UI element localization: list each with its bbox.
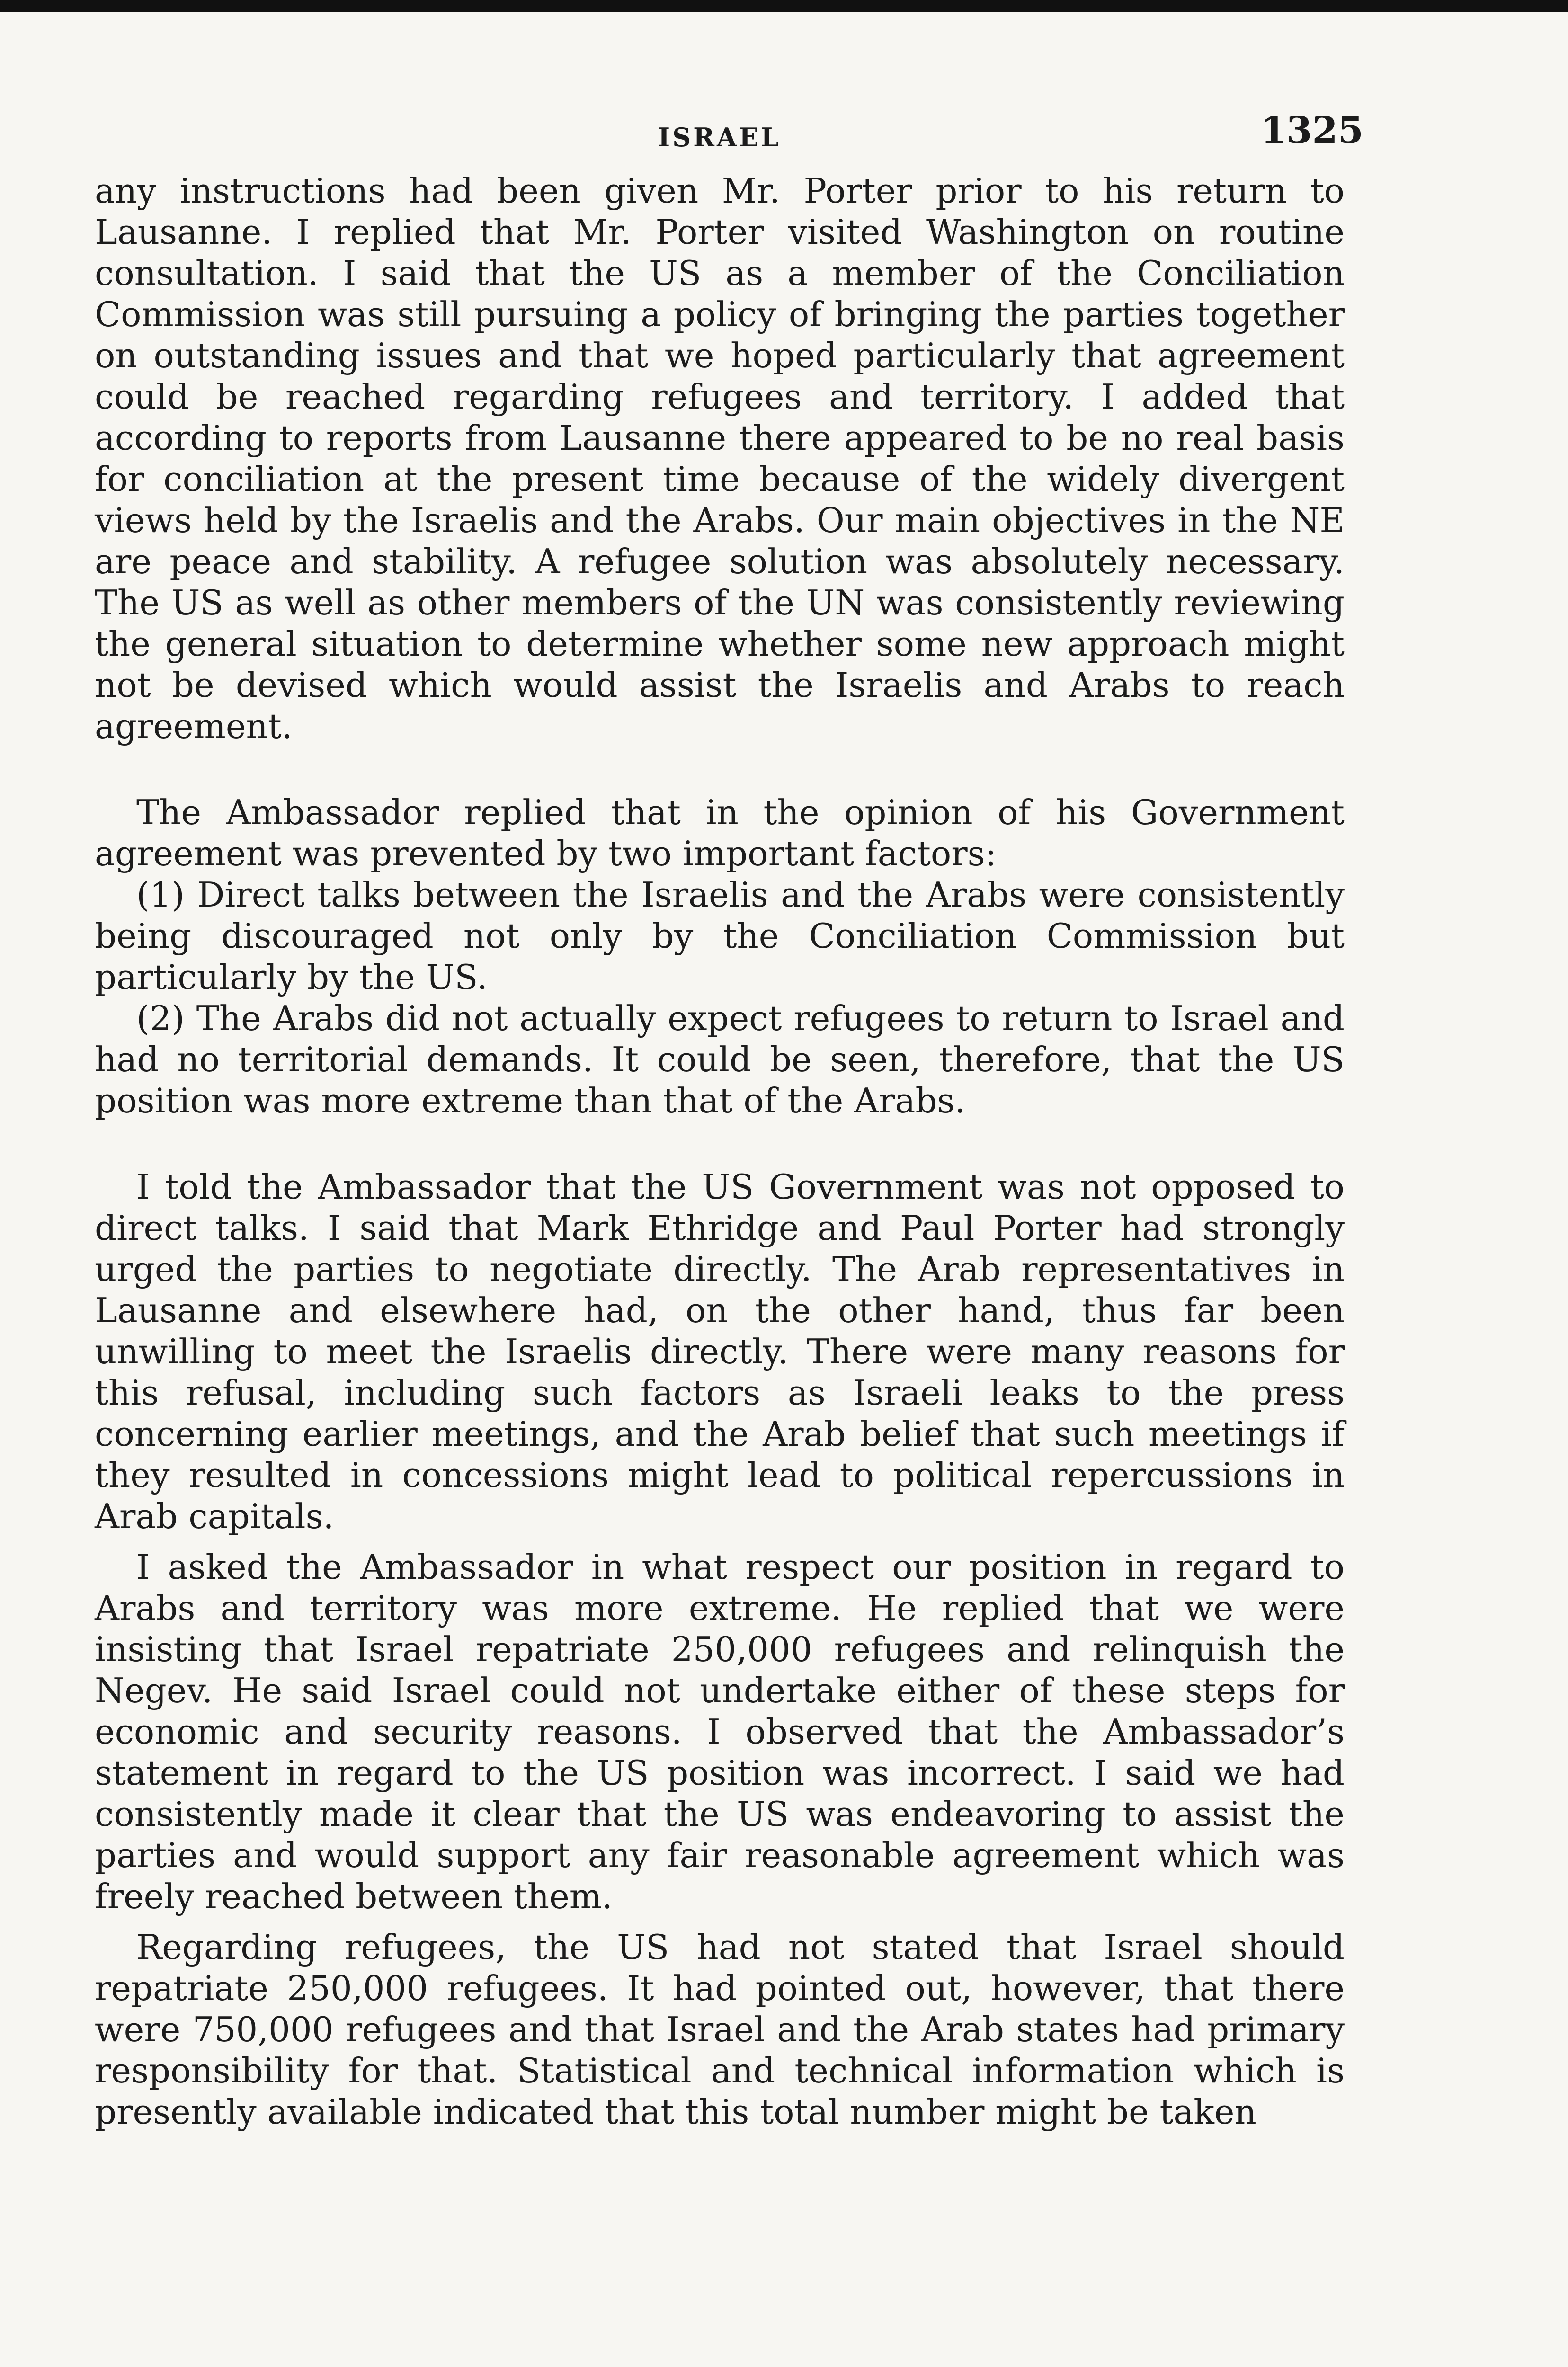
factor-item-2: (2) The Arabs did not actually expect refugees to return to Israel and had no territorial demands. It could be seen, therefore, that the US position was more extreme than that of the Arabs. — [95, 998, 1345, 1121]
paragraph-extreme-position: I asked the Ambassador in what respect our position in regard to Arabs and territory was more extreme. He replied that we were insisting that Israel repatriate 250,000 refugees and relinquish the Negev. He said Israel could not undertake either of these steps for economic and security reasons. I observed that the Ambassador’s statement in regard to the US position was incorrect. I said we had consistently made it clear that the US was endeavoring to assist the parties and would support any fair reasonable agreement which was freely reached between them. — [95, 1547, 1345, 1916]
top-border-rule — [0, 0, 1568, 12]
factor-item-1: (1) Direct talks between the Israelis and the Arabs were consistently being discouraged not only by the Conciliation Commission but particularly by the US. — [95, 875, 1345, 997]
running-header — [95, 109, 1363, 170]
paragraph-refugees: Regarding refugees, the US had not stated that Israel should repatriate 250,000 refugees. It had pointed out, however, that there were 750,000 refugees and that Israel and the Arab states had primary responsibility for that. Statistical and technical information which is presently available indicated that this total number might be taken — [95, 1927, 1345, 2132]
paragraph-ambassador-reply: The Ambassador replied that in the opinion of his Government agreement was prevented by two important factors: — [95, 792, 1345, 873]
document-page — [95, 109, 1363, 2133]
paragraph-continuation: any instructions had been given Mr. Porter prior to his return to Lausanne. I replied that Mr. Porter visited Washington on routine consultation. I said that the US as a member of the Conciliation Commission was still pursuing a policy of bringing the parties together on outstanding issues and that we hoped particularly that agreement could be reached regarding refugees and territory. I added that according to reports from Lausanne there appeared to be no real basis for conciliation at the present time because of the widely divergent views held by the Israelis and the Arabs. Our main objectives in the NE are peace and stability. A refugee solution was absolutely necessary. The US as well as other members of the UN was consistently reviewing the general situation to determine whether some new approach might not be devised which would assist the Israelis and Arabs to reach agreement. — [95, 171, 1345, 746]
paragraph-direct-talks: I told the Ambassador that the US Government was not opposed to direct talks. I said that Mark Ethridge and Paul Porter had strongly urged the parties to negotiate directly. The Arab representatives in Lausanne and elsewhere had, on the other hand, thus far been unwilling to meet the Israelis directly. There were many reasons for this refusal, including such factors as Israeli leaks to the press concerning earlier meetings, and the Arab belief that such meetings if they resulted in concessions might lead to political repercussions in Arab capitals. — [95, 1167, 1345, 1536]
running-head-title: ISRAEL — [658, 122, 782, 152]
page-number: 1325 — [1260, 109, 1363, 152]
